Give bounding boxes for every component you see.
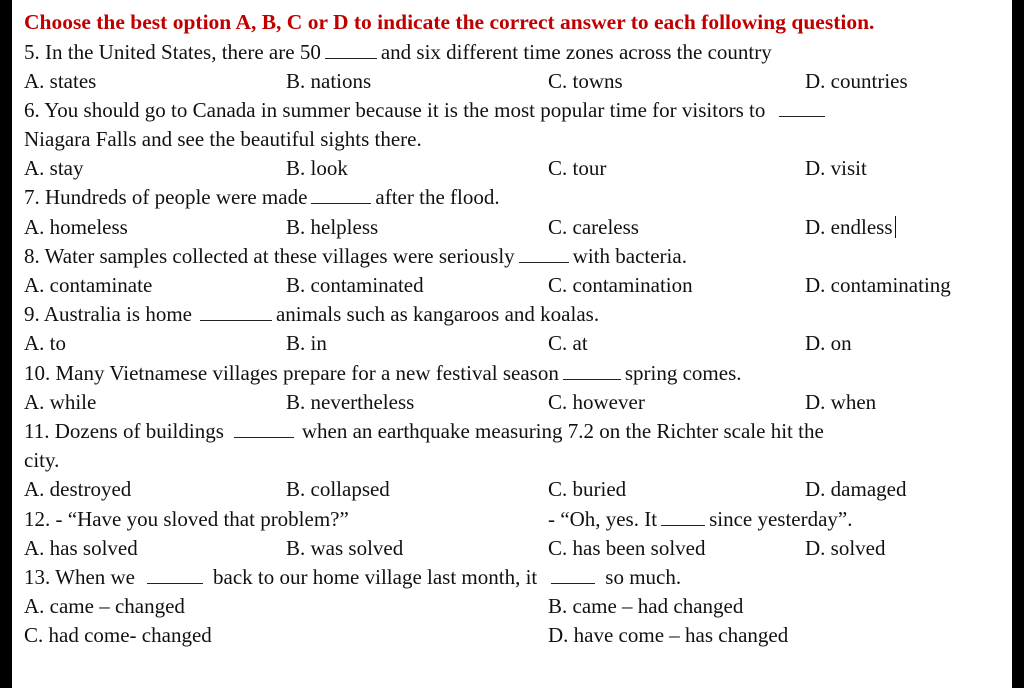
- q9-blank[interactable]: [200, 302, 272, 321]
- question-5: [24, 38, 1012, 67]
- q8-option-a[interactable]: A. contaminate: [24, 273, 153, 297]
- q9-option-b[interactable]: B. in: [286, 331, 327, 356]
- q5-blank[interactable]: [325, 40, 377, 59]
- question-8: [24, 242, 1012, 271]
- q9-text-before: 9. Australia is home: [24, 302, 192, 327]
- q13-blank-2[interactable]: [551, 565, 595, 584]
- q13-text-after: so much.: [605, 564, 682, 589]
- q12-option-d[interactable]: D. solved: [805, 535, 886, 560]
- q13-option-a[interactable]: A. came – changed: [24, 594, 185, 619]
- worksheet: [12, 0, 1012, 688]
- q6-options: [24, 154, 1012, 183]
- question-10: [24, 359, 1012, 388]
- q8-option-b[interactable]: B. contaminated: [286, 273, 424, 297]
- instruction-heading: Choose the best option A, B, C or D to indicate the correct answer to each following question.: [24, 10, 875, 34]
- question-9: [24, 300, 1012, 329]
- q13-option-d[interactable]: D. have come – has changed: [548, 623, 789, 648]
- q12-part-1: 12. - “Have you sloved that problem?”: [24, 506, 349, 531]
- q10-option-c[interactable]: C. however: [548, 389, 645, 414]
- q7-option-d[interactable]: [805, 213, 896, 242]
- question-11-cont: [24, 446, 1012, 475]
- q13-text-before: 13. When we: [24, 564, 135, 589]
- q5-option-c[interactable]: C. towns: [548, 68, 623, 93]
- q10-text-after: spring comes.: [624, 360, 742, 385]
- q7-option-d-label: D. endless: [805, 214, 893, 239]
- question-13: [24, 563, 1012, 592]
- q8-text-before: 8. Water samples collected at these villages were seriously: [24, 243, 515, 268]
- q7-option-b[interactable]: B. helpless: [286, 214, 379, 239]
- q10-option-b[interactable]: B. nevertheless: [286, 389, 415, 414]
- q13-options-row-2: [24, 621, 1012, 650]
- q11-option-c[interactable]: C. buried: [548, 477, 627, 502]
- q12-text-before: - “Oh, yes. It: [548, 506, 658, 531]
- q6-option-b[interactable]: B. look: [286, 156, 348, 181]
- q8-text-after: with bacteria.: [572, 243, 687, 268]
- question-6: [24, 96, 1012, 125]
- q9-option-d[interactable]: D. on: [805, 331, 852, 356]
- q12-blank[interactable]: [661, 507, 705, 526]
- q6-option-a[interactable]: A. stay: [24, 156, 84, 181]
- q7-text-after: after the flood.: [375, 185, 500, 210]
- question-12: [24, 505, 1012, 534]
- q7-option-a[interactable]: A. homeless: [24, 214, 128, 239]
- q12-options: [24, 534, 1012, 563]
- q5-options: [24, 67, 1012, 96]
- q9-option-c[interactable]: C. at: [548, 331, 588, 356]
- q10-option-a[interactable]: A. while: [24, 389, 97, 414]
- q7-option-c[interactable]: C. careless: [548, 214, 639, 239]
- q12-part-2: [548, 505, 853, 534]
- q11-option-b[interactable]: B. collapsed: [286, 477, 390, 502]
- q9-option-a[interactable]: A. to: [24, 331, 66, 356]
- q7-blank[interactable]: [311, 185, 371, 204]
- q10-blank[interactable]: [563, 361, 621, 380]
- q5-option-d[interactable]: D. countries: [805, 68, 908, 93]
- q13-option-c[interactable]: C. had come- changed: [24, 623, 212, 648]
- q8-options: [24, 271, 1012, 300]
- q5-text-before: 5. In the United States, there are 50: [24, 39, 321, 64]
- q9-options: [24, 329, 1012, 358]
- q13-blank-1[interactable]: [147, 565, 203, 584]
- q6-blank[interactable]: [779, 98, 825, 117]
- q10-text-before: 10. Many Vietnamese villages prepare for a new festival season: [24, 360, 559, 385]
- q11-line-2: city.: [24, 448, 60, 473]
- q11-option-a[interactable]: A. destroyed: [24, 477, 132, 502]
- q6-line-1: 6. You should go to Canada in summer because it is the most popular time for visitors to: [24, 97, 766, 122]
- q5-text-after: and six different time zones across the country: [380, 39, 772, 64]
- q13-options-row-1: [24, 592, 1012, 621]
- q7-options: [24, 213, 1012, 242]
- q13-option-b[interactable]: B. came – had changed: [548, 594, 744, 619]
- q12-text-after: since yesterday”.: [709, 506, 853, 531]
- q11-options: [24, 475, 1012, 504]
- q5-option-a[interactable]: A. states: [24, 68, 97, 93]
- q10-options: [24, 388, 1012, 417]
- q6-line-2: Niagara Falls and see the beautiful sights there.: [24, 127, 422, 152]
- q11-text-before: 11. Dozens of buildings: [24, 418, 224, 443]
- q12-option-b[interactable]: B. was solved: [286, 535, 404, 560]
- q11-option-d[interactable]: D. damaged: [805, 477, 907, 502]
- q6-option-c[interactable]: C. tour: [548, 156, 607, 181]
- q11-text-after: when an earthquake measuring 7.2 on the Richter scale hit the: [301, 418, 824, 443]
- q5-option-b[interactable]: B. nations: [286, 68, 372, 93]
- q13-text-middle: back to our home village last month, it: [213, 564, 538, 589]
- q6-option-d[interactable]: D. visit: [805, 156, 867, 181]
- q12-option-a[interactable]: A. has solved: [24, 535, 138, 560]
- q10-option-d[interactable]: D. when: [805, 389, 877, 414]
- question-7: [24, 183, 1012, 212]
- question-11: [24, 417, 1012, 446]
- q12-option-c[interactable]: C. has been solved: [548, 535, 706, 560]
- q7-text-before: 7. Hundreds of people were made: [24, 185, 308, 210]
- question-6-cont: [24, 125, 1012, 154]
- text-cursor: [895, 216, 896, 238]
- q8-option-d[interactable]: D. contaminating: [805, 273, 951, 297]
- q8-option-c[interactable]: C. contamination: [548, 273, 693, 297]
- q9-text-after: animals such as kangaroos and koalas.: [275, 302, 600, 327]
- q8-blank[interactable]: [519, 244, 569, 263]
- q11-blank[interactable]: [234, 419, 294, 438]
